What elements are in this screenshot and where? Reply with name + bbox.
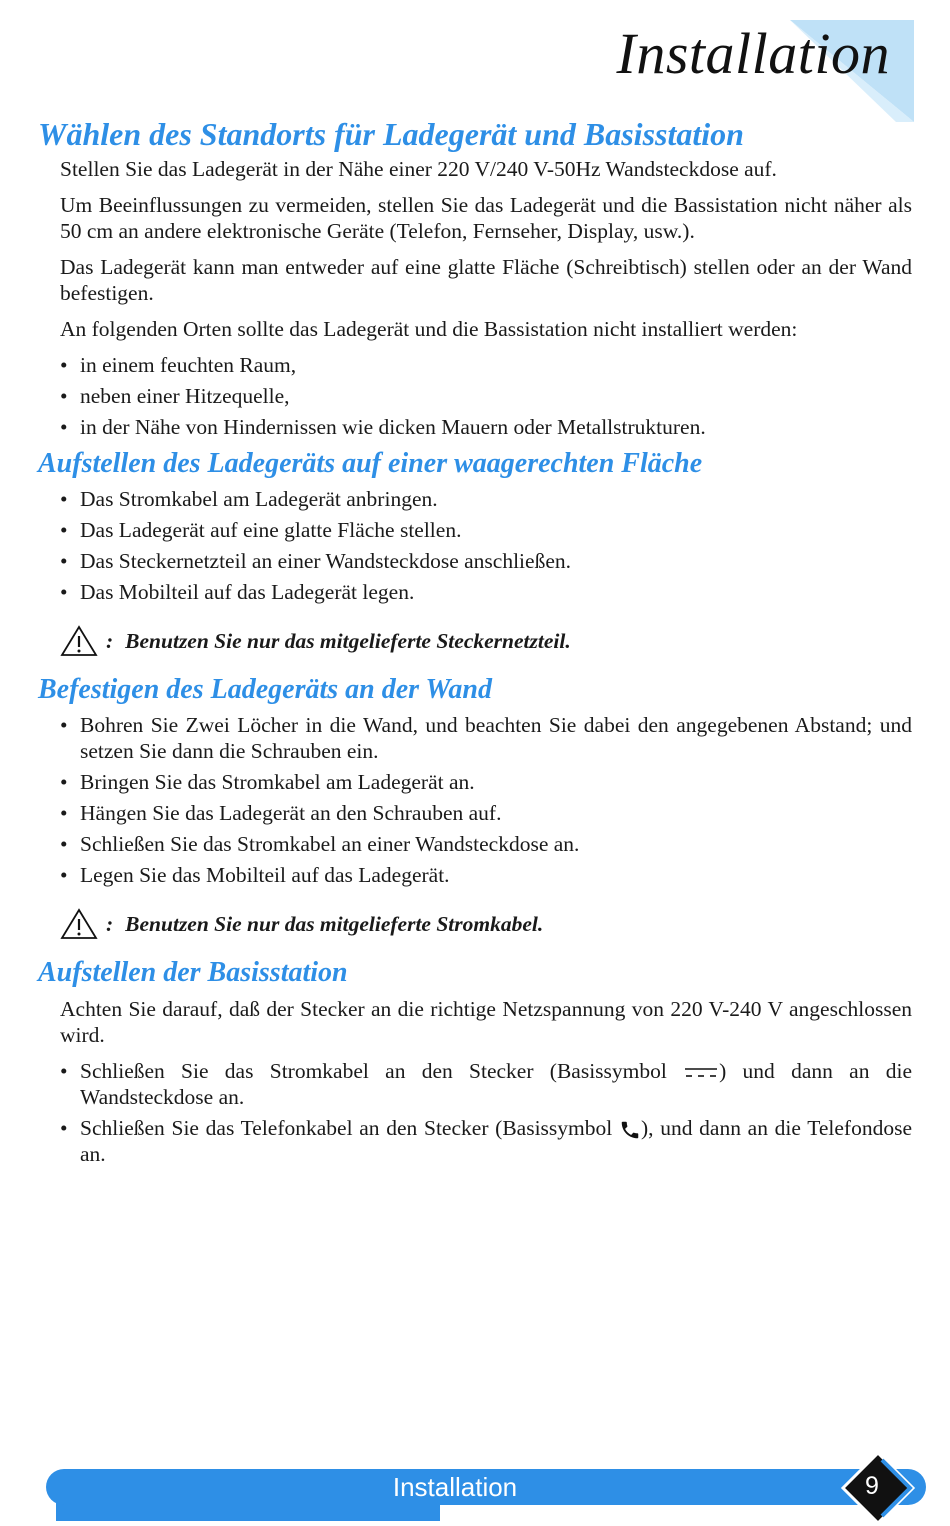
list-item [60,486,912,512]
bullet-glyph: • [60,1116,68,1140]
list-item-text: Schließen Sie das Telefonkabel an den Stecker (Basissymbol [80,1116,619,1140]
paragraph: Achten Sie darauf, daß der Stecker an die richtige Netzspannung von 220 V-240 V angeschlossen wird. [60,997,912,1047]
warning-colon: : [106,628,114,653]
list-item-text: Bohren Sie Zwei Löcher in die Wand, und beachten Sie dabei den angegebenen Abstand; und setzen Sie dann die Schrauben ein. [80,713,912,763]
bullet-glyph: • [60,713,68,737]
page-content [38,112,912,1172]
page-title: Installation [616,21,890,86]
section-heading: Befestigen des Ladegeräts an der Wand [38,674,492,705]
list-item [60,1058,912,1110]
list-item [60,414,912,440]
list-item-text: in der Nähe von Hindernissen wie dicken Mauern oder Metallstrukturen. [80,415,706,439]
bullet-glyph: • [60,384,68,408]
list-item [60,517,912,543]
bullet-list [38,1058,912,1167]
warning-text: Benutzen Sie nur das mitgelieferte Stromkabel. [125,911,544,936]
warning-text: Benutzen Sie nur das mitgelieferte Steckernetzteil. [125,628,571,653]
paragraph: Stellen Sie das Ladegerät in der Nähe einer 220 V/240 V-50Hz Wandsteckdose auf. [60,157,777,181]
bullet-glyph: • [60,863,68,887]
list-item [60,769,912,795]
list-item [60,383,912,409]
bullet-glyph: • [60,801,68,825]
bullet-glyph: • [60,518,68,542]
bullet-list [38,712,912,888]
warning-note [60,904,912,944]
list-item [60,1115,912,1167]
phone-handset-icon [619,1119,641,1141]
footer-label: Installation [392,1472,518,1502]
bullet-list [38,352,912,440]
list-item-text: ) und dann an die Wandsteckdose an. [80,1059,912,1109]
bullet-glyph: • [60,580,68,604]
bullet-glyph: • [60,549,68,573]
bullet-glyph: • [60,832,68,856]
paragraph: Das Ladegerät kann man entweder auf eine glatte Fläche (Schreibtisch) stellen oder an der Wand befestigen. [60,255,912,305]
list-item-text: Legen Sie das Mobilteil auf das Ladegerät. [80,863,450,887]
section-heading: Aufstellen des Ladegeräts auf einer waagerechten Fläche [38,448,703,479]
page-number: 9 [865,1472,879,1500]
list-item-text: Das Mobilteil auf das Ladegerät legen. [80,580,415,604]
section-heading: Wählen des Standorts für Ladegerät und Basisstation [38,116,744,152]
bullet-glyph: • [60,487,68,511]
bullet-list [38,486,912,605]
warning-triangle-icon [60,625,98,657]
bullet-glyph: • [60,1059,68,1083]
list-item [60,831,912,857]
list-item-text: Das Stromkabel am Ladegerät anbringen. [80,487,438,511]
list-item [60,548,912,574]
list-item-text: Schließen Sie das Stromkabel an den Stecker (Basissymbol [80,1059,684,1083]
section-heading: Aufstellen der Basisstation [38,957,348,988]
list-item-text: in einem feuchten Raum, [80,353,297,377]
list-item-text: ), und dann an die Telefondose an. [80,1116,912,1167]
warning-note [60,621,912,661]
paragraph: An folgenden Orten sollte das Ladegerät und die Bassistation nicht installiert werden: [60,317,798,341]
bullet-glyph: • [60,770,68,794]
list-item-text: neben einer Hitzequelle, [80,384,290,408]
list-item-text: Das Ladegerät auf eine glatte Fläche stellen. [80,518,462,542]
list-item [60,862,912,888]
bullet-glyph: • [60,353,68,377]
paragraph: Um Beeinflussungen zu vermeiden, stellen Sie das Ladegerät und die Bassistation nicht näher als 50 cm an andere elektronische Geräte (Telefon, Fernseher, Display, usw.). [60,193,912,243]
list-item-text: Das Steckernetzteil an einer Wandsteckdose anschließen. [80,549,571,573]
list-item [60,712,912,764]
list-item [60,352,912,378]
dc-power-icon [683,1066,719,1080]
bullet-glyph: • [60,415,68,439]
list-item-text: Bringen Sie das Stromkabel am Ladegerät an. [80,770,475,794]
list-item-text: Hängen Sie das Ladegerät an den Schrauben auf. [80,801,502,825]
list-item [60,579,912,605]
list-item [60,800,912,826]
warning-colon: : [106,911,114,936]
warning-triangle-icon [60,908,98,940]
list-item-text: Schließen Sie das Stromkabel an einer Wandsteckdose an. [80,832,580,856]
